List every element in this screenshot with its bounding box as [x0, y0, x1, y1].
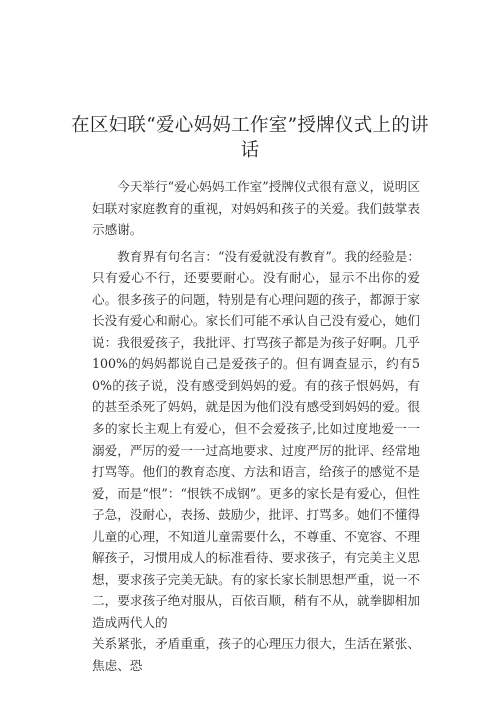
paragraph-continuation: 关系紧张，矛盾重重，孩子的心理压力很大，生活在紧张、焦虑、恐: [92, 636, 420, 674]
paragraph-opening: 今天举行“爱心妈妈工作室”授牌仪式很有意义，说明区妇联对家庭教育的重视，对妈妈和孩子的关爱。我们鼓掌表示感谢。: [92, 179, 420, 238]
document-title: 在区妇联“爱心妈妈工作室”授牌仪式上的讲话: [71, 115, 429, 161]
paragraph-main: 教育界有句名言：“没有爱就没有教育”。我的经验是：只有爱心不行，还要要耐心。没有耐心，显示不出你的爱心。很多孩子的问题，特别是有心理问题的孩子，都源于家长没有爱心和耐心。家长们可能不承认自己没有爱心，她们说：我很爱孩子，我批评、打骂孩子都是为孩子好啊。几乎100%的妈妈都说自己是爱孩子的。但有调查显示，约有50%的孩子说，没有感受到妈妈的爱。有的孩子恨妈妈，有的甚至杀死了妈妈，就是因为他们没有感受到妈妈的爱。很多的家长主观上有爱心，但不会爱孩子,比如过度地爱一一溺爱，严厉的爱一一过高地要求、过度严厉的批评、经常地打骂等。他们的教育态度、方法和语言，给孩子的感觉不是爱，而是“恨”：“恨铁不成钢”。更多的家长是有爱心，但性子急，没耐心，表扬、鼓励少，批评、打骂多。她们不懂得儿童的心理，不知道儿童需要什么，不尊重、不宽容、不理解孩子，习惯用成人的标准看待、要求孩子，有完美主义思想，要求孩子完美无缺。有的家长家长制思想严重，说一不二，要求孩子绝对服从，百依百顺，稍有不从，就拳脚相加造成两代人的: [92, 248, 421, 630]
document-body: [92, 176, 420, 682]
